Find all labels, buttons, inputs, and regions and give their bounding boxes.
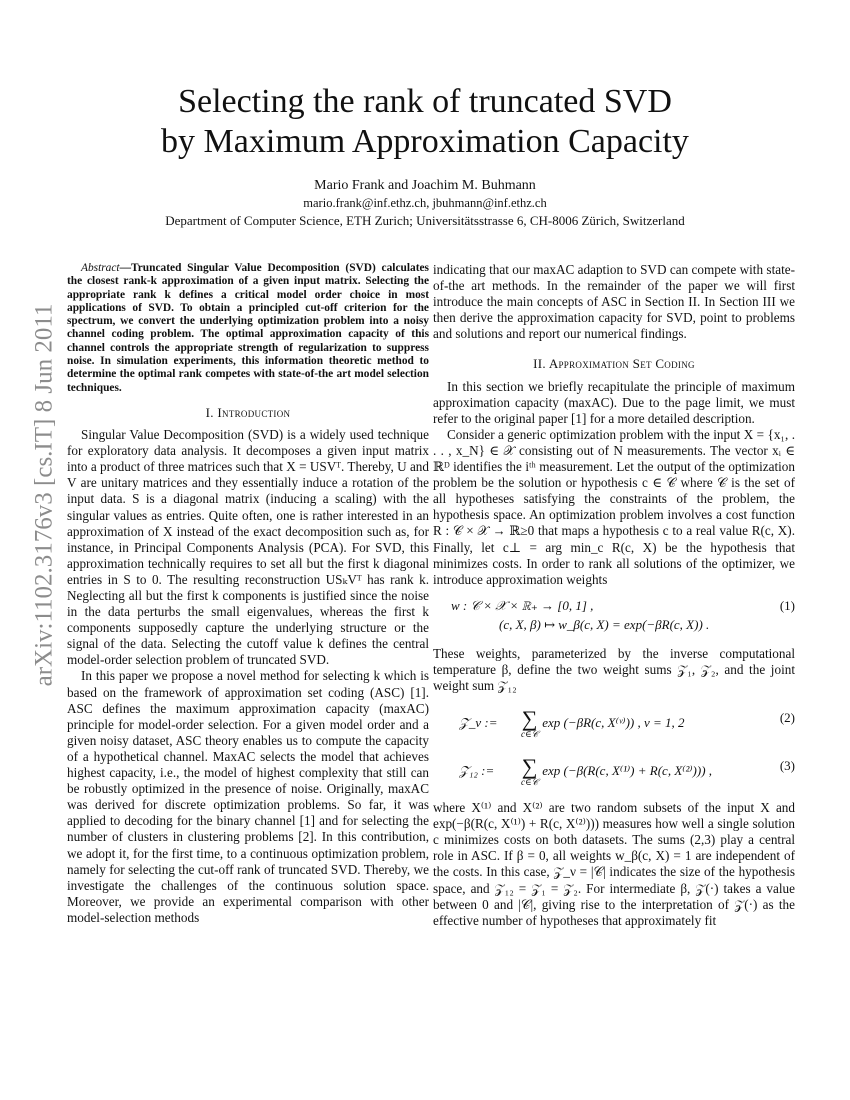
equation-3-rhs: exp (−β(R(c, X⁽¹⁾) + R(c, X⁽²⁾))) , (542, 763, 713, 779)
sum-symbol: ∑ c∈𝒞 (521, 753, 539, 787)
equation-2-number: (2) (779, 710, 795, 726)
abstract-text: —Truncated Singular Value Decomposition (SVD) calculates the closest rank-k approximation of a given input matrix. Selecting the appropriate rank k defines a critical model order choice in most applications of SVD. To obtain a principled cut-off criterion for the spectrum, we convert the underlying optimization problem into a noisy channel coding problem. The optimal approximation capacity of this channel controls the appropriate strength of regularization to suppress noise. In simulation experiments, this information theoretic method to determine the optimal rank competes with state-of-the art model selection techniques. (67, 262, 429, 394)
right-column (433, 262, 795, 929)
abstract-lead: Abstract (81, 262, 120, 274)
section-1-heading: I. Introduction (205, 404, 291, 420)
left-column (67, 262, 429, 926)
intro-paragraph-1: Singular Value Decomposition (SVD) is a widely used technique for exploratory data analysis. It decomposes a given input matrix into a product of three matrices such that X = USVᵀ. Thereby, U and V are unitary matrices and they essentially induce a rotation of the input data. S is a diagonal matrix (inducing a scaling) with the singular values as entries. Quite often, one is rather interested in an approximation of X instead of the exact decomposition such as, for instance, in Principal Components Analysis (PCA). For SVD, this approximation technically requires to set all but the first k diagonal entries in S to 0. The resulting reconstruction USₖVᵀ has rank k. Neglecting all but the first k components is justified since the noise in the data perturbs the small eigenvalues, whereas the first k components supposedly capture the underlying structure or the signal of the data. Selecting the cutoff value k defines the central model-order selection problem of truncated SVD. (67, 427, 429, 668)
intro-paragraph-2: In this paper we propose a novel method for selecting k which is based on the framework of approximation set coding (ASC) [1]. ASC defines the maximum approximation capacity (maxAC) principle for model-order selection. For a given model order and a given noisy dataset, ASC theory enables us to compute the capacity of a hypothetical channel. MaxAC selects the model that achieves highest capacity, i.e., the model of highest complexity that still can be robustly optimized in the presence of noise. Originally, maxAC was derived for discrete optimization problems. So far, it was applied to decoding for the binary channel [1] and for selecting the number of clusters in clustering problems [2]. In this contribution, we adopt it, for the first time, to a continuous optimization problem, namely for selecting the cut-off rank of truncated SVD. Thereby, we investigate the challenges of the continuous solution space. Moreover, we provide an experimental comparison with other model-selection methods (67, 668, 429, 925)
affiliation: Department of Computer Science, ETH Zurich; Universitätsstrasse 6, CH-8006 Zürich, Switzerland (165, 213, 685, 228)
equation-2-lhs: 𝒵_ν := (459, 715, 498, 731)
asc-paragraph-1: In this section we briefly recapitulate the principle of maximum approximation capacity (maxAC). Due to the page limit, we must refer to the original paper [1] for a more detailed description. (433, 378, 795, 426)
equation-2-rhs: exp (−βR(c, X⁽ᵛ⁾)) , ν = 1, 2 (542, 715, 685, 731)
sum-symbol: ∑ c∈𝒞 (521, 705, 539, 739)
equation-1-number: (1) (779, 597, 795, 613)
arxiv-stamp: arXiv:1102.3176v3 [cs.IT] 8 Jun 2011 (30, 303, 57, 687)
asc-paragraph-3: These weights, parameterized by the inverse computational temperature β, define the two weight sums 𝒵₁, 𝒵₂, and the joint weight sum 𝒵₁₂ (433, 645, 795, 693)
equation-1-line-1: w : 𝒞 × 𝒳 × ℝ₊ → [0, 1] , (451, 597, 594, 613)
equation-3 (433, 752, 795, 790)
intro-continuation: indicating that our maxAC adaption to SVD can compete with state-of-the art methods. In the remainder of the paper we will first introduce the main concepts of ASC in Section II. In Section III we then derive the approximation capacity for SVD, point to problems and solutions and report our numerical findings. (433, 262, 795, 342)
equation-1 (433, 598, 795, 636)
paper-title (0, 82, 850, 162)
equation-1-line-2: (c, X, β) ↦ w_β(c, X) = exp(−βR(c, X)) . (499, 616, 710, 632)
title-line-2: by Maximum Approximation Capacity (161, 123, 689, 160)
asc-paragraph-4: where X⁽¹⁾ and X⁽²⁾ are two random subsets of the input X and exp(−β(R(c, X⁽¹⁾) + R(c, X⁽²⁾))) measures how well a single solution c minimizes costs on both datasets. The sums (2,3) play a central role in ASC. If β = 0, all weights w_β(c, X) = 1 are independent of the costs. In this case, 𝒵_ν = |𝒞| indicates the size of the hypothesis space, and 𝒵₁₂ = 𝒵₁ = 𝒵₂. For intermediate β, 𝒵(·) takes a value between 0 and |𝒞|, giving rise to the interpretation of 𝒵(·) as the effective number of hypotheses that approximately fit (433, 800, 795, 928)
equation-2 (433, 704, 795, 742)
author-emails: mario.frank@inf.ethz.ch, jbuhmann@inf.ethz.ch (303, 196, 547, 210)
title-line-1: Selecting the rank of truncated SVD (178, 83, 672, 120)
equation-3-number: (3) (779, 758, 795, 774)
asc-paragraph-2: Consider a generic optimization problem with the input X = {x₁, . . . , x_N} ∈ 𝒳 consisting out of N measurements. The vector xᵢ ∈ ℝᴰ identifies the iᵗʰ measurement. Let the output of the optimization problem be the solution or hypothesis c ∈ 𝒞 where 𝒞 is the set of all hypotheses satisfying the constraints of the problem, the hypothesis space. An optimization problem involves a cost function R : 𝒞 × 𝒳 → ℝ≥0 that maps a hypothesis c to a real value R(c, X). Finally, let c⊥ = arg min_c R(c, X) be the hypothesis that minimizes costs. In order to rank all solutions of the optimizer, we introduce approximation weights (433, 426, 795, 587)
section-2-heading: II. Approximation Set Coding (533, 356, 695, 372)
authors: Mario Frank and Joachim M. Buhmann (314, 178, 536, 193)
abstract (67, 262, 429, 395)
equation-3-lhs: 𝒵₁₂ := (459, 763, 495, 779)
